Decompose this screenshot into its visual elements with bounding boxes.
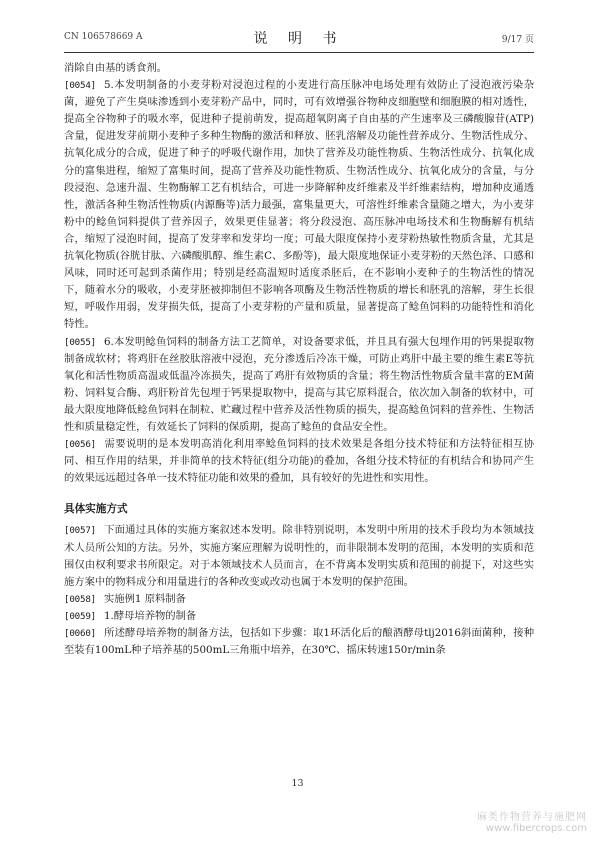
paragraph-0059 bbox=[64, 608, 534, 625]
paragraph-text: 5.本发明制备的小麦芽粉对浸泡过程的小麦进行高压脉冲电场处理有效防止了浸泡液污染杂菌，避免了产生臭味渗透到小麦芽粉产品中，同时，可有效增强谷物种皮细胞壁和细胞膜的相对透性，提高全谷物种子的吸水率，促进种子提前萌发，提高超氧阴离子自由基的产生速率及三磷酸腺苷(ATP)含量，促进发芽前期小麦种子多种生物酶的激活和释放、胚乳溶解及功能性营养成分、生物活性成分、抗氧化成分的合成，促进了种子的呼吸代谢作用，加快了营养及功能性物质、生物活性成分、抗氧化成分的富集进程，缩短了富集时间，提高了营养及功能性物质、生物活性成分、抗氧化成分的含量，与分段浸泡、急速升温、生物酶解工艺有机结合，可进一步降解种皮纤维素及半纤维素结构，增加种皮通透性，激活各种生物活性物质(内源酶等)活力最强，富集量更大，可溶性纤维素含量随之增大，为小麦芽粉中的鲶鱼饲料提供了营养因子，效果更佳显著；将分段浸泡、高压脉冲电场技术和生物酶解有机结合，缩短了浸泡时间，提高了发芽率和发芽均一度；可最大限度保持小麦芽粉热敏性物质含量，尤其是抗氧化物质(谷胱甘肽、六磷酸肌醇、维生素C、多酚等)，最大限度地保证小麦芽粉的天然色泽、口感和风味，同时还可起到杀菌作用；特别是经高温短时适度杀胚后，在不影响小麦种子的生物活性的情况下，随着水分的吸收，小麦芽胚被抑制但不影响各项酶及生物活性物质的增长和胚乳的溶解，芽生长很短，呼吸作用弱，发芽损失低，提高了小麦芽粉的产量和质量，显著提高了鲶鱼饲料的功能特性和消化特性。 bbox=[64, 79, 534, 331]
paragraph-tag: [0060] bbox=[64, 628, 96, 639]
paragraph-0055 bbox=[64, 334, 534, 437]
paragraph-tag: [0057] bbox=[64, 525, 96, 537]
watermark-url: www.fibercrops.com bbox=[485, 823, 587, 834]
paragraph-text: 所述酵母培养物的制备方法，包括如下步骤：取1环活化后的酿酒酵母tlj2016斜面菌种，接种至装有100mL种子培养基的500mL三角瓶中培养，在30℃、摇床转速150r/min条 bbox=[64, 627, 534, 657]
page-of-total: 9/17 页 bbox=[501, 35, 534, 45]
site-watermark bbox=[477, 808, 587, 834]
patent-number: CN 106578669 A bbox=[64, 32, 143, 42]
page-header bbox=[64, 28, 534, 50]
page-number: 13 bbox=[291, 778, 304, 789]
paragraph-0058 bbox=[64, 591, 534, 608]
paragraph-text: 6.本发明鲶鱼饲料的制备方法工艺简单，对设备要求低，并且具有强大包埋作用的钙果提取物制备成软材；将鸡肝在丝胶肽溶液中浸泡，充分渗透后冷冻干燥，可防止鸡肝中最主要的维生素E等抗氧化和活性物质高温或低温冷冻损失，提高了鸡肝有效物质的含量；将生物活性物质含量丰富的EM菌粉、饲料复合酶、鸡肝粉首先包埋于钙果提取物中，提高与其它原料混合，依次加入制备的软材中，可最大限度地降低鲶鱼饲料在制粒、贮藏过程中营养及活性物质的损失，提高鲶鱼饲料的营养性、生物活性和质量稳定性，有效延长了饲料的保质期，提高了鲶鱼的食品安全性。 bbox=[64, 335, 534, 433]
document-title: 说 明 书 bbox=[253, 31, 345, 47]
paragraph-0054 bbox=[64, 77, 534, 333]
paragraph-text: 实施例1 原料制备 bbox=[104, 592, 186, 605]
header-divider bbox=[64, 52, 534, 53]
section-heading: 具体实施方式 bbox=[64, 503, 128, 516]
paragraph-tag: [0059] bbox=[64, 610, 96, 622]
paragraph-text: 需要说明的是本发明高消化利用率鲶鱼饲料的技术效果是各组分技术特征和方法特征相互协同、相互作用的结果，并非简单的技术特征(组分功能)的叠加，各组分技术特征的有机结合和协同产生的效果远远超过各单一技术特征功能和效果的叠加，具有较好的先进性和实用性。 bbox=[64, 438, 534, 485]
paragraph-tag: [0055] bbox=[64, 336, 96, 348]
continued-line: 消除自由基的诱食剂。 bbox=[64, 62, 167, 74]
paragraph-tag: [0054] bbox=[64, 80, 96, 92]
watermark-site-name: 麻类作物营养与施肥网 bbox=[477, 812, 587, 823]
paragraph-0060 bbox=[64, 625, 534, 659]
paragraph-text: 1.酵母培养物的制备 bbox=[104, 609, 197, 622]
paragraph-0056 bbox=[64, 436, 534, 487]
paragraph-text: 下面通过具体的实施方案叙述本发明。除非特别说明，本发明中所用的技术手段均为本领域技术人员所公知的方法。另外，实施方案应理解为说明性的，而非限制本发明的范围，本发明的实质和范围仅由权利要求书所限定。对于本领域技术人员而言，在不背离本发明实质和范围的前提下，对这些实施方案中的物料成分和用量进行的各种改变或改动也属于本发明的保护范围。 bbox=[64, 524, 534, 588]
paragraph-tag: [0058] bbox=[64, 593, 96, 605]
paragraph-0057 bbox=[64, 522, 534, 590]
paragraph-tag: [0056] bbox=[64, 439, 96, 451]
document-body bbox=[64, 60, 534, 659]
